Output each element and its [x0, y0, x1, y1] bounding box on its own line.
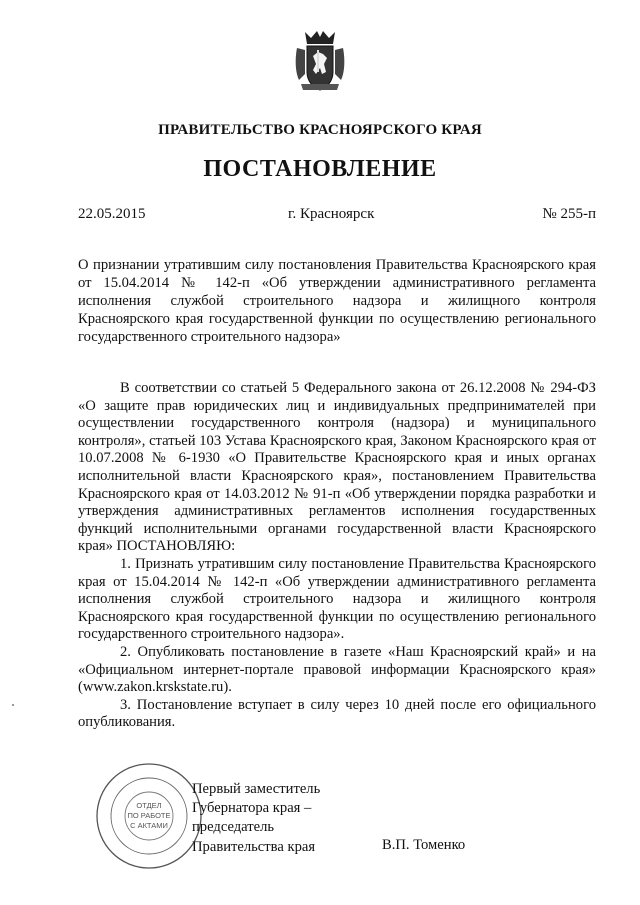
- document-body: [78, 380, 596, 732]
- document-date: 22.05.2015: [78, 206, 146, 222]
- document-subject: О признании утратившим силу постановления Правительства Красноярского края от 15.04.2014 № 142-п «Об утверждении административного регламента исполнения службой строительного надзора и жилищного контроля Красноярского края государственной функции по осуществлению регионального государственного строительного надзора»: [78, 257, 596, 345]
- official-stamp-icon: [95, 762, 203, 870]
- government-title: ПРАВИТЕЛЬСТВО КРАСНОЯРСКОГО КРАЯ: [158, 122, 482, 138]
- stamp-center-line-3: С АКТАМИ: [130, 821, 168, 830]
- stamp-center-line-1: ОТДЕЛ: [136, 801, 162, 810]
- item-3-paragraph: 3. Постановление вступает в силу через 10 дней после его официального опубликования.: [78, 696, 596, 731]
- signer-title-line-4: Правительства края: [192, 838, 316, 855]
- document-number: № 255-п: [542, 206, 596, 222]
- signer-name: В.П. Томенко: [382, 837, 466, 853]
- signature-block: [192, 780, 320, 857]
- document-type-title: ПОСТАНОВЛЕНИЕ: [203, 156, 437, 182]
- stamp-center-line-2: ПО РАБОТЕ: [127, 811, 171, 820]
- signer-title-line-1: Первый заместитель: [192, 781, 321, 797]
- item-2-paragraph: 2. Опубликовать постановление в газете «Наш Красноярский край» и на «Официальном интернет-портале правовой информации Красноярского края» (www.zakon.krskstate.ru).: [78, 643, 596, 696]
- document-city: г. Красноярск: [288, 206, 375, 222]
- signer-title-line-2: Губернатора края –: [192, 800, 312, 817]
- signer-title-line-3: председатель: [192, 819, 275, 836]
- item-1-paragraph: 1. Признать утратившим силу постановление Правительства Красноярского края от 15.04.2014 № 142-п «Об утверждении административного регламента исполнения службой строительного надзора и жилищного контроля Красноярского края государственной функции по осуществлению регионального государственного строительного надзора».: [78, 555, 596, 643]
- preamble-paragraph: В соответствии со статьей 5 Федерального закона от 26.12.2008 № 294-ФЗ «О защите прав юридических лиц и индивидуальных предпринимателей при осуществлении государственного контроля (надзора) и муниципального контроля», статьей 103 Устава Красноярского края, Законом Красноярского края от 10.07.2008 № 6-1930 «О Правительстве Красноярского края и иных органах исполнительной власти Красноярского края», постановлением Правительства Красноярского края от 14.03.2012 № 91-п «Об утверждении порядка разработки и утверждения административных регламентов исполнения государственных функций исполнительными органами государственной власти Красноярского края» ПОСТАНОВЛЯЮ:: [78, 380, 596, 555]
- scan-speck: [12, 704, 14, 706]
- coat-of-arms-icon: [293, 28, 347, 96]
